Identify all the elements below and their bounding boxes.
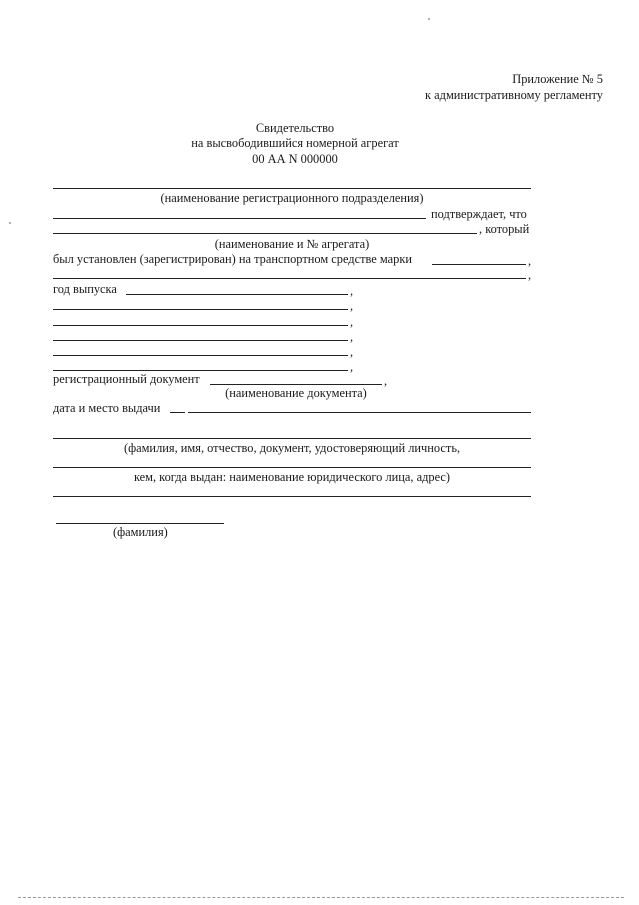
surname-caption: (фамилия) xyxy=(113,525,168,539)
unit-caption: (наименование и № агрегата) xyxy=(214,237,370,251)
scan-speck xyxy=(428,18,430,20)
issuer-line[interactable] xyxy=(53,496,531,497)
issued-by-caption: кем, когда выдан: наименование юридического лица, адрес) xyxy=(133,470,451,484)
issued-by-line[interactable] xyxy=(53,467,531,468)
comma: , xyxy=(528,254,532,268)
doc-caption: (наименование документа) xyxy=(225,386,367,400)
vehicle-make-line[interactable] xyxy=(432,264,526,265)
comma: , xyxy=(350,284,354,298)
blank-line[interactable] xyxy=(53,309,348,310)
document-subtitle: на высвободившийся номерной агрегат xyxy=(191,136,399,150)
unit-line[interactable] xyxy=(53,233,477,234)
person-caption: (фамилия, имя, отчество, документ, удостоверяющий личность, xyxy=(123,441,461,455)
scan-bottom-edge xyxy=(18,897,624,898)
registration-unit-line[interactable] xyxy=(53,188,531,189)
issue-label: дата и место выдачи xyxy=(53,401,161,415)
appendix-reference: к административному регламенту xyxy=(425,88,603,102)
comma: , xyxy=(350,330,354,344)
blank-line[interactable] xyxy=(53,370,348,371)
reg-doc-line[interactable] xyxy=(210,384,382,385)
year-label: год выпуска xyxy=(53,282,117,296)
comma: , xyxy=(350,345,354,359)
confirms-line[interactable] xyxy=(53,218,426,219)
blank-line[interactable] xyxy=(53,355,348,356)
comma: , xyxy=(350,315,354,329)
installed-on-label: был установлен (зарегистрирован) на транспортном средстве марки xyxy=(53,252,412,266)
vehicle-line-2[interactable] xyxy=(53,278,526,279)
reg-doc-label: регистрационный документ xyxy=(53,372,200,386)
issue-short-line[interactable] xyxy=(170,412,185,413)
appendix-number: Приложение № 5 xyxy=(512,72,603,86)
document-title: Свидетельство xyxy=(255,121,335,135)
comma: , xyxy=(384,374,388,388)
issue-line[interactable] xyxy=(188,412,531,413)
comma: , xyxy=(350,299,354,313)
registration-unit-caption: (наименование регистрационного подразделения) xyxy=(160,191,424,205)
comma: , xyxy=(350,360,354,374)
year-line[interactable] xyxy=(126,294,348,295)
person-line[interactable] xyxy=(53,438,531,439)
confirms-text: подтверждает, что xyxy=(431,207,527,221)
scan-speck xyxy=(9,222,11,224)
comma: , xyxy=(528,268,532,282)
blank-line[interactable] xyxy=(53,340,348,341)
which-text: , который xyxy=(479,222,530,236)
surname-line[interactable] xyxy=(56,523,224,524)
blank-line[interactable] xyxy=(53,325,348,326)
certificate-number: 00 АА N 000000 xyxy=(252,152,338,166)
